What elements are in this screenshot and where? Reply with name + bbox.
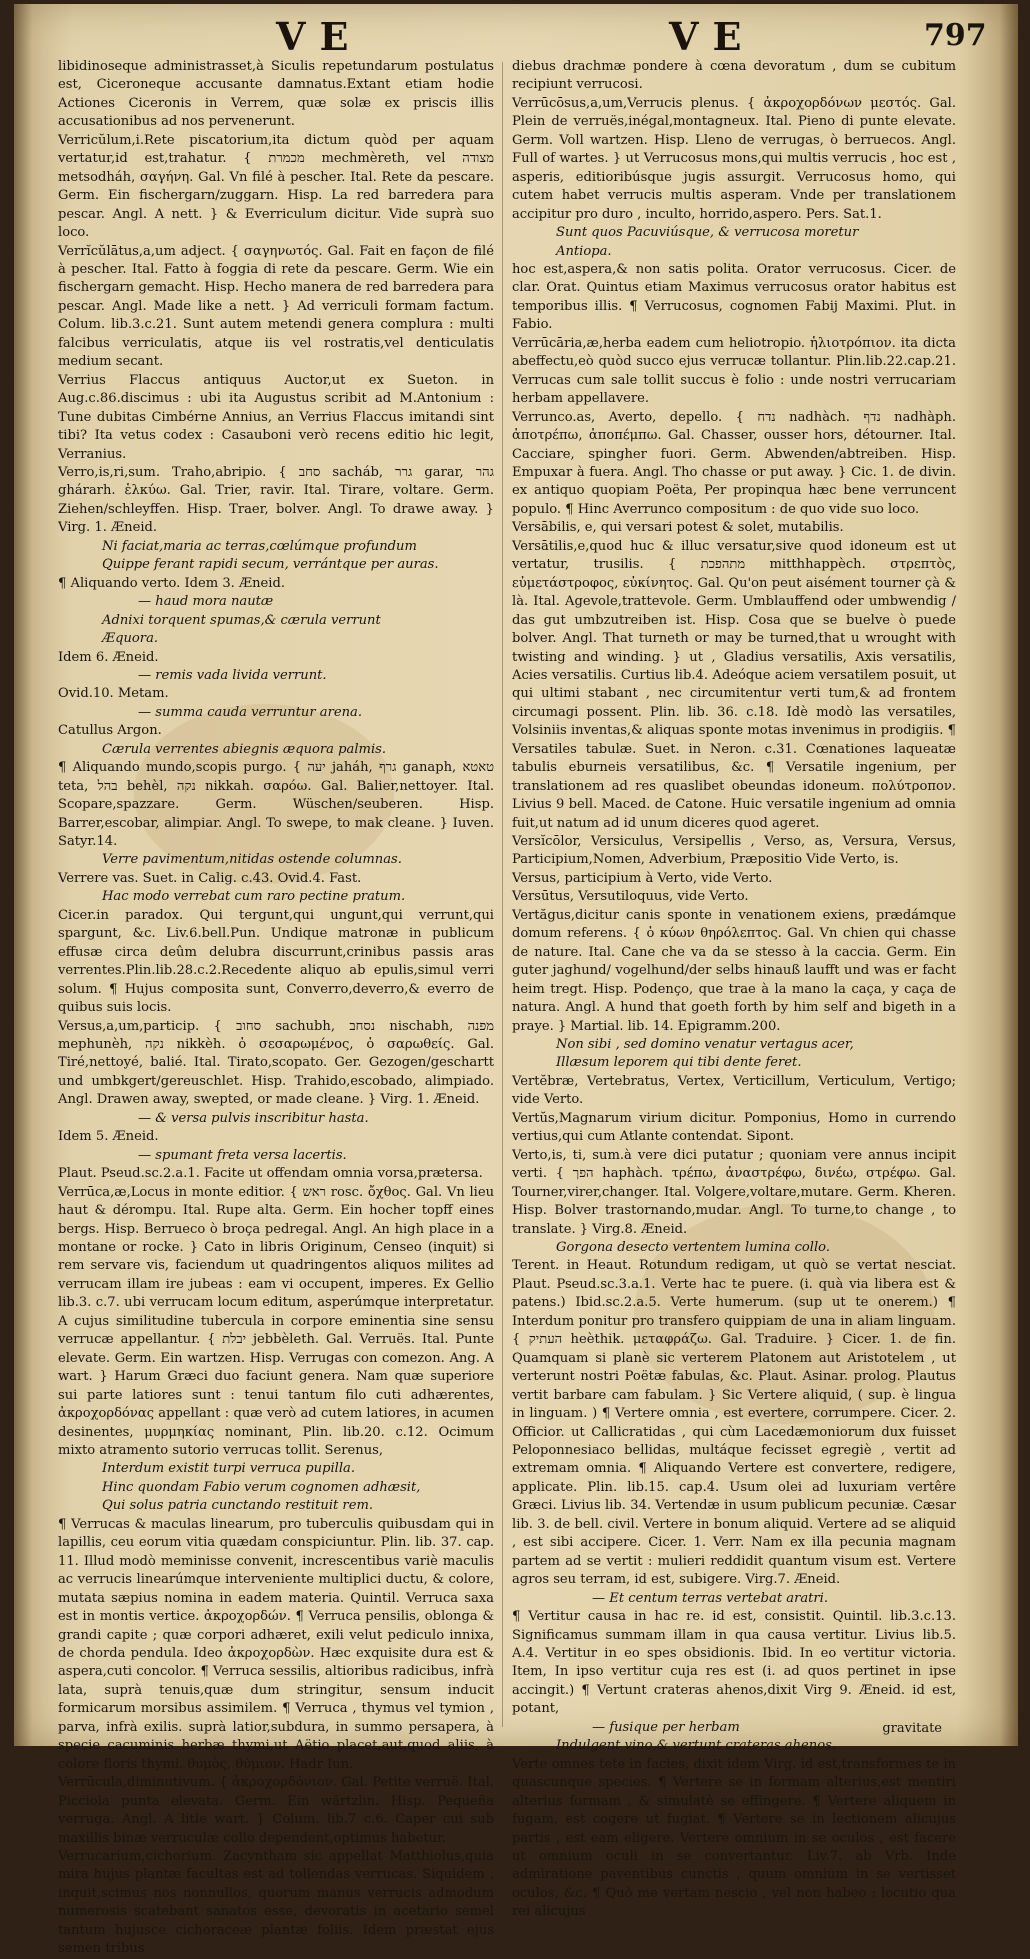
dictionary-entry: ¶ Aliquando mundo,scopis purgo. { יעה jaháh, גרף ganaph, טאטא teta, בהל behèl, נקה nikkah. σαρόω. Gal. Balier,nettoyer. Ital. Scopare,spazzare. Germ. Wüschen/seuberen. Hisp. Barrer,escobar, alimpiar. Angl. To swepe, to mak cleane. } Iuven. Satyr.14. <box>58 760 494 850</box>
header-right: VE <box>669 14 756 59</box>
verse-line: Hinc quondam Fabio verum cognomen adhæsit, <box>102 1479 421 1495</box>
verse-line: Illæsum leporem qui tibi dente feret. <box>556 1055 802 1071</box>
dictionary-entry: Versus, participium à Verto, vide Verto. <box>512 870 773 886</box>
page-number: 797 <box>924 18 987 53</box>
verse-line: Qui solus patria cunctando restituit rem. <box>102 1498 374 1514</box>
verse-line: Sunt quos Pacuviúsque, & verrucosa moretur <box>556 225 859 241</box>
dictionary-entry: diebus drachmæ pondere à cœna devoratum , dum se cubitum recipiunt verrucosi. <box>512 59 956 93</box>
verse-line: Quippe ferant rapidi secum, verrántque per auras. <box>102 557 439 573</box>
page-shadow-left <box>14 4 32 1746</box>
dictionary-entry: Vertăgus,dicitur canis sponte in venationem exiens, prædámque domum referens. { ὁ κύων θηρόλεπτος. Gal. Vn chien qui chasse de nature. Ital. Cane che va da se stesso à la caccia. Germ. Ein guter jaghund/ vogelhund/der selbs hinauß laufft und was er facht heim tregt. Hisp. Podenço, que trae à la mano la caça, y caça de natura. Angl. A hund that goeth forth by him self and bigeth in a praye. } Martial. lib. 14. Epigramm.200. <box>512 907 956 1034</box>
dictionary-entry: Verrere vas. Suet. in Calig. c.43. Ovid.4. Fast. <box>58 870 362 886</box>
page-shadow-right <box>1000 4 1018 1746</box>
dictionary-entry: Vertĕbræ, Vertebratus, Vertex, Verticillum, Verticulum, Vertigo; vide Verto. <box>512 1073 956 1108</box>
verse-line: Verre pavimentum,nitidas ostende columnas. <box>102 852 402 868</box>
dictionary-entry: ¶ Verrucas & maculas linearum, pro tuberculis quibusdam qui in lapillis, ceu eorum vitia quædam conspiciuntur. Plin. lib. 37. cap. 11. Illud modò meminisse convenit, increscentibus variè maculis ac verrucis linearúmque interveniente multiplici ductu, & colore, mutata sæpius nomina in eadem materia. Quintil. Verruca saxa est in montis vertice. ἀκροχορδών. ¶ Verruca pensilis, oblonga & grandi capite ; quæ corpori adhæret, exili velut pediculo innixa, de chorda pendula. Ideo ἀκροχορδὼν. Hæc exquisite dura est & aspera,cuti concolor. ¶ Verruca sessilis, altioribus radicibus, infrà lata, suprà tenuis,quæ dum stringitur, sensum inducit formicarum morsibus assimilem. ¶ Verruca , thymus vel tymion , parva, infrà exilis. suprà latior,subdura, in summo persapera, à specie cacuminis herbæ thymi,ut Aëtio placet,aut,quod aliis, à colore floris thymi. θυμὸς, θύμιον. Hadr Iun. <box>58 1516 494 1772</box>
verse-line: — remis vada livida verrunt. <box>138 667 327 683</box>
dictionary-entry: Idem 5. Æneid. <box>58 1129 159 1145</box>
dictionary-entry: Verrucarium,cichorium. Zacyntham sic appellat Matthiolus,quia mira hujus plantæ facultas est ad tollendas verrucas. Siquidem , inquit,scimus nos nonnullos, quorum manus verrucis admodum numerosis scatebant sanatos esse, devoratis in acetario semel tantum hujusce cichoraceæ plantæ foliis. Idem præstat ejus semen tribus <box>58 1848 494 1957</box>
dictionary-entry: Verto,is, ti, sum.à vere dici putatur ; quoniam vere annus incipit verti. { הפך haphàch. τρέπω, ἀναστρέφω, δινέω, στρέφω. Gal. Tourner,virer,changer. Ital. Volgere,voltare,mutare. Germ. Kheren. Hisp. Bolver trastornando,mudar. Angl. To turne,to change , to translate. } Virg.8. Æneid. <box>512 1147 956 1237</box>
verse-line: — & versa pulvis inscribitur hasta. <box>138 1110 369 1126</box>
left-column <box>58 58 495 1957</box>
dictionary-entry: Verrūcōsus,a,um,Verrucis plenus. { ἀκροχορδόνων μεστός. Gal. Plein de verruës,inégal,montagneux. Ital. Pieno di punte elevate. Germ. Voll wartzen. Hisp. Lleno de verrugas, ò berruecos. Angl. Full of wartes. } ut Verrucosus mons,qui multis verrucis , hoc est , asperis, editioribúsque jugis assurgit. Verrucosus homo, qui cutem habet verrucis multis asperam. Vnde per translationem accipitur pro duro , inculto, horrido,aspero. Pers. Sat.1. <box>512 95 956 222</box>
dictionary-entry: Versātilis,e,quod huc & illuc versatur,sive quod idoneum est ut vertatur, trusilis. { מתהפכת mitthhappèch. στρεπτὸς, εὐμετάστροφος, εὐκίνητος. Gal. Qu'on peut aisément tourner çà & là. Ital. Agevole,trattevole. Germ. Umblauffend oder umbwendig / das gut umbzutreiben ist. Hisp. Cosa que se buelve ò puede bolver. Angl. That turneth or may be turned,that u wrought with twisting and winding. } ut , Gladius versatilis, Axis versatilis, Acies versatilis. Curtius lib.4. Adeóque aciem versatilem posuit, ut qui ultimi stabant , nec circumitentur verti tum,& ad frontem circumagi possent. Plin. lib. 36. c.18. Idè modò las versatiles, Volsiniis inventas,& aliquas sponte motas invenimus in prodigiis. ¶ Versatiles tabulæ. Suet. in Neron. c.31. Cœnationes laqueatæ tabulis eburneis versatilibus, &c. ¶ Versatile ingenium, per translationem ad res quaslibet obeundas idoneum. πολύτροπον. Livius 9 bell. Maced. de Catone. Huic versatile ingenium ad omnia fuit,ut natum ad id unum diceres quod ageret. <box>512 538 956 831</box>
dictionary-entry: Verricŭlum,i.Rete piscatorium,ita dictum quòd per aquam vertatur,id est,trahatur. { מכמרת mechmèreth, vel מצודה metsodháh, σαγήνη. Gal. Vn filé à pescher. Ital. Rete da pescare. Germ. Ein fischergarn/zuggarn. Hisp. La red barredera para pescar. Angl. A nett. } & Everriculum dicitur. Vide suprà suo loco. <box>58 132 494 241</box>
verse-line: — spumant freta versa lacertis. <box>138 1147 347 1163</box>
verse-line: — haud mora nautæ <box>138 594 274 610</box>
verse-line: — fusique per herbam <box>592 1719 740 1735</box>
verse-line: Cærula verrentes abiegnis æquora palmis. <box>102 741 387 757</box>
book-page <box>14 4 1018 1957</box>
dictionary-entry: Verrūca,æ,Locus in monte editior. { ראש rosc. ὄχθος. Gal. Vn lieu haut & dérompu. Ital. Rupe alta. Germ. Ein hocher topff eines bergs. Hisp. Berrueco ò broça pedregal. Angl. An high place in a montane or rocke. } Cato in libris Originum, Censeo (inquit) si rem servare vis, faciendum ut quadringentos aliquos milites ad verrucam illam ire jubeas : eam vi occupent, imperes. Ex Gellio lib.3. c.7. ubi verrucam locum editum, asperúmque interpretatur. A cujus similitudine tubercula in corpore eminentia sine sensu verrucæ appellantur. { יבלת jebbèleth. Gal. Verruës. Ital. Punte elevate. Germ. Ein wartzen. Hisp. Verrugas con comezon. Ang. A wart. } Harum Græci duo faciunt genera. Nam quæ superiore sui parte latiores sunt : tenui tantum filo cuti adhærentes, ἀκροχορδόνας appellant : quæ verò ad cutem latiores, in acumen desinentes, μυρμηκίας nominant, Plin. lib.20. c.12. Ocimum mixto atramento sutorio verrucas tollit. Serenus, <box>58 1184 495 1458</box>
verse-line: — summa cauda verruntur arena. <box>138 704 362 720</box>
running-header <box>14 14 1018 62</box>
dictionary-entry: Vertŭs,Magnarum virium dicitur. Pomponius, Homo in currendo vertius,qui cum Atlante contendat. Sipont. <box>512 1110 956 1145</box>
catchword: gravitate <box>882 1721 942 1736</box>
verse-line: Æquora. <box>102 631 159 647</box>
verse-line: Gorgona desecto vertentem lumina collo. <box>556 1240 830 1255</box>
dictionary-entry: Verrius Flaccus antiquus Auctor,ut ex Sueton. in Aug.c.86.discimus : ubi ita Augustus scribit ad M.Antonium : Tune dubitas Cimbérne Annius, an Verrius Flaccus imitandi sint tibi? Ita vetus codex : Casauboni verò recens editio hic legit, Verranius. <box>58 372 494 462</box>
header-left: VE <box>276 14 363 59</box>
verse-line: Hac modo verrebat cum raro pectine pratum. <box>102 889 406 905</box>
dictionary-entry: Cicer.in paradox. Qui tergunt,qui ungunt,qui verrunt,qui spargunt, &c. Liv.6.bell.Pun. Undique matronæ in publicum effusæ circa deûm delubra discurrunt,crinibus passis aras verrentes.Plin.lib.28.c.2.Recedente aliquo ab epulis,simul verri solum. ¶ Hujus composita sunt, Converro,deverro,& everro de quibus suis locis. <box>58 907 494 1016</box>
dictionary-entry: Idem 6. Æneid. <box>58 649 159 665</box>
dictionary-entry: Terent. in Heaut. Rotundum redigam, ut quò se vertat nesciat. Plaut. Pseud.sc.3.a.1. Verte hac te puere. (i. quà via libera est & patens.) Ibid.sc.2.a.5. Verte humerum. (sup ut te onerem.) ¶ Interdum ponitur pro transfero quippiam de una in aliam linguam. { העתיק heèthik. μεταφράζω. Gal. Traduire. } Cicer. 1. de fin. Quamquam si planè sic verterem Platonem aut Aristotelem , ut verterunt nostri Poëtæ fabulas, &c. Plaut. Asinar. prolog. Plautus vertit barbare cam fabulam. } Sic Vertere aliquid, ( sup. è lingua in linguam. ) ¶ Vertere omnia , est evertere, corrumpere. Cicer. 2. Officior. ut Callicratidas , qui cùm Lacedæmoniorum dux fuisset Peloponnesiaco bellidas, multáque fecisset egregiè , vertit ad extremam omnia. ¶ Aliquando Vertere est convertere, redigere, applicate. Plin. lib.15. cap.4. Usum olei ad luxuriam vertêre Græci. Livius lib. 34. Vertendæ in usum publicum pecuniæ. Cæsar lib. 3. de bell. civil. Vertere in bonum aliquid. Vertere ad se aliquid , est sibi accipere. Cicer. 1. Verr. Nam ex illa pecunia magnam partem ad se vertit : mulieri reddidit quantum visum est. Vertere agros seu terram, id est, subigere. Virg.7. Æneid. <box>512 1258 956 1588</box>
dictionary-entry: libidinoseque administrasset,à Siculis repetundarum postulatus est, Ciceroneque accusante damnatus.Extant etiam hodie Actiones Ciceronis in Verrem, quæ solæ ex priscis illis accusationibus ad nos pervenerunt. <box>58 59 494 130</box>
dictionary-entry: Versĭcōlor, Versiculus, Versipellis , Verso, as, Versura, Versus, Participium,Nomen, Adverbium, Præpositio Vide Verto, is. <box>512 834 956 868</box>
dictionary-entry: Versus,a,um,particip. { סחוב sachubh, נסחב nischabh, מפנה mephunèh, נקה nikkèh. ὁ σεσαρωμένος, ὁ σαρωθείς. Gal. Tiré,nettoyé, balié. Ital. Tirato,scopato. Ger. Gezogen/geschartt und umbkgert/gereuschlet. Hisp. Trahido,escobado, alimpiado. Angl. Drawen away, swepted, or made cleane. } Virg. 1. Æneid. <box>58 1018 494 1108</box>
verse-line: Indulgent vino,& vertunt crateras ahenos. <box>556 1738 836 1754</box>
column-divider <box>502 62 503 1727</box>
dictionary-entry: Verrunco.as, Averto, depello. { נדח nadhàch. נדף nadhàph. ἀποτρέπω, ἀποπέμπω. Gal. Chasser, ousser hors, détourner. Ital. Cacciare, spingher fuori. Germ. Abwenden/abtreiben. Hisp. Empuxar à fuera. Angl. Tho chasse or put away. } Cic. 1. de divin. ex antiquo quopiam Poëta, Per propinqua hæc bene verruncent populo. ¶ Hinc Averrunco compositum : de quo vide suo loco. <box>512 409 956 517</box>
dictionary-entry: Versābilis, e, qui versari potest & solet, mutabilis. <box>512 520 844 536</box>
dictionary-entry: Verrūcula,diminutivum. { ἀκροχορδόνιον. Gal. Petite verruë. Ital. Picciola punta elevata. Germ. Ein wärtzlin. Hisp. Pequeña verruga. Angl. A litle wart. } Colum. lib.7 c.6. Caper cui sub maxillis binæ verruculæ collo dependent,optimus habetur. <box>58 1775 494 1846</box>
verse-line: Antiopa. <box>556 243 612 259</box>
verse-line: — Et centum terras vertebat aratri. <box>592 1590 829 1606</box>
right-column <box>512 58 956 1920</box>
verse-line: Ni faciat,maria ac terras,cœlúmque profundum <box>102 538 417 554</box>
dictionary-entry: Ovid.10. Metam. <box>58 686 169 702</box>
dictionary-entry: Verrūcāria,æ,herba eadem cum heliotropio. ἡλιοτρόπιον. ita dicta abeffectu,eò quòd succo ejus verrucæ tollantur. Plin.lib.22.cap.21. Verrucas cum sale tollit succus è folio : unde nostri verrucariam herbam appellavere. <box>512 335 956 407</box>
verse-line: Interdum existit turpi verruca pupilla. <box>102 1461 355 1477</box>
dictionary-entry: hoc est,aspera,& non satis polita. Orator verrucosus. Cicer. de clar. Orat. Quintus etiam Maximus verrucosus orator habitus est temporibus illis. ¶ Verrucosus, cognomen Fabij Maximi. Plut. in Fabio. <box>512 261 956 333</box>
dictionary-entry: Verrĭcŭlātus,a,um adject. { σαγηνωτός. Gal. Fait en façon de filé à pescher. Ital. Fatto à foggia di rete da pescare. Germ. Wie ein fischergarn gemacht. Hisp. Hecho manera de red barredera para pescar. Angl. Made like a nett. } Ad verriculi formam factum. Colum. lib.3.c.21. Sunt autem metendi genera complura : multi falcibus verriculatis, atque iis vel rostratis,vel denticulatis medium secant. <box>58 243 494 370</box>
dictionary-entry: Plaut. Pseud.sc.2.a.1. Facite ut offendam omnia vorsa,prætersa. <box>58 1166 483 1182</box>
verse-line: Non sibi , sed domino venatur vertagus acer, <box>556 1037 854 1053</box>
verse-line: Adnixi torquent spumas,& cærula verrunt <box>102 612 381 628</box>
dictionary-entry: ¶ Aliquando verto. Idem 3. Æneid. <box>58 575 286 591</box>
dictionary-entry: Verro,is,ri,sum. Traho,abripio. { סחב sacháb, גרר garar, גהר ghárarh. ἑλκύω. Gal. Trier, ravir. Ital. Tirare, voltare. Germ. Ziehen/schleyffen. Hisp. Traer, bolver. Angl. To drawe away. } Virg. 1. Æneid. <box>58 464 495 536</box>
dictionary-entry: Verte omnes tete in facies, dixit idem Virg. id est,transformes te in quascunque species. ¶ Vertere se in formam alterius,est mentiri alterius formam , & simulatè se effingere. ¶ Vertere aliquem in fugam, est cogere ut fugiat. ¶ Vertere se in lectionem alicujus partis , est eam eligere. Vertere omnium in se oculos , est facere ut omnium oculi in se convertantur. Liv.7. ab Vrb. Inde admiratione paventibus cunctis , quum omnium in se vertisset oculos, &c. ¶ Quò me vertam nescio , vel non habeo : locutio qua rei alicujus <box>512 1756 956 1920</box>
dictionary-entry: Catullus Argon. <box>58 723 162 739</box>
dictionary-entry: ¶ Vertitur causa in hac re. id est, consistit. Quintil. lib.3.c.13. Significamus summam illam in qua causa vertitur. Livius lib.5. A.4. Vertitur in eo spes obsidionis. Ibid. In eo vertitur victoria. Item, In ipso vertitur cuja res est (i. ad quos pertinet in ipse accingit.) ¶ Vertunt crateras ahenos,dixit Virg 9. Æneid. id est, potant, <box>512 1609 956 1717</box>
dictionary-entry: Versūtus, Versutiloquus, vide Verto. <box>512 889 749 905</box>
